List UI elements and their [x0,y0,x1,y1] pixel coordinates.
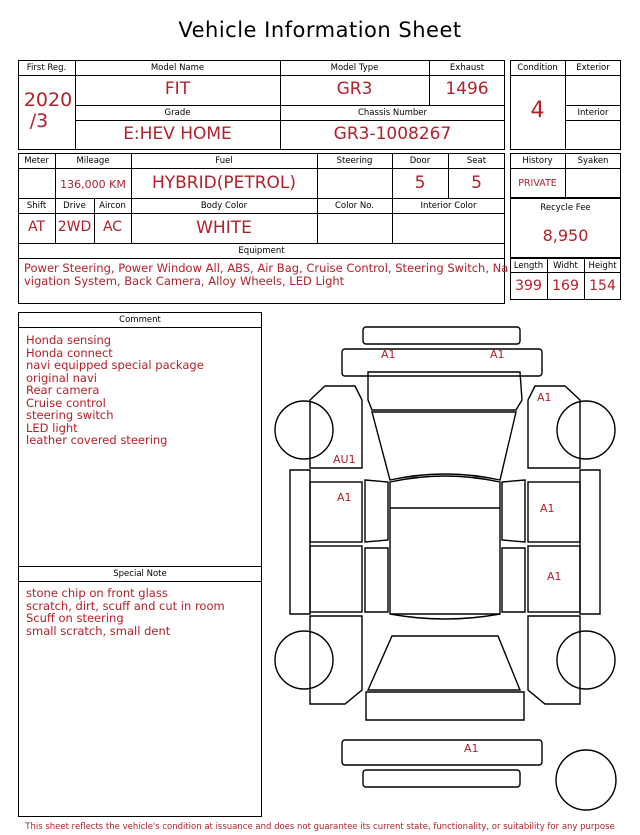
steering-label: Steering [336,156,373,166]
door-value: 5 [414,173,426,193]
length-label: Length [513,261,544,271]
fuel-value: HYBRID(PETROL) [151,173,297,193]
shift-value: AT [27,219,46,235]
width-value: 169 [552,278,579,294]
special-note-item: scratch, dirt, scuff and cut in room [26,598,225,613]
fuel-label: Fuel [215,156,233,166]
comment-item: original navi [26,370,97,385]
comment-item: Honda sensing [26,333,112,347]
length-value: 399 [515,278,542,294]
grade-value: E:HEV HOME [123,124,232,144]
damage-mark-front-right: A1 [490,348,505,361]
model-name-value: FIT [164,79,191,99]
seat-value: 5 [471,173,482,193]
comment-item: steering switch [26,408,114,422]
body-color-label: Body Color [200,201,248,211]
comment-item: LED light [26,420,78,435]
drive-value: 2WD [57,219,92,235]
left-side-window-front [365,480,388,542]
aircon-value: AC [102,219,123,235]
model-name-label: Model Name [150,63,205,73]
interior-color-label: Interior Color [420,201,477,211]
shift-label: Shift [26,201,47,211]
history-label: History [522,156,553,166]
comment-label: Comment [119,315,161,325]
height-label: Height [588,261,617,271]
wheel-rear-right [557,631,615,689]
right-side-window-front [502,480,525,542]
seat-label: Seat [466,156,487,166]
mileage-label: Mileage [76,156,110,166]
rear-bumper [342,740,542,765]
front-windshield [372,412,516,480]
damage-mark-rear-bumper: A1 [464,742,479,755]
right-rear-fender [528,616,580,704]
comment-list [26,334,204,447]
left-rocker [290,470,310,614]
color-no-label: Color No. [334,201,374,211]
exterior-label: Exterior [576,63,610,73]
damage-mark-right-front-door: A1 [540,502,555,515]
exhaust-value: 1496 [445,79,489,99]
right-side-window-rear [502,548,525,612]
model-type-label: Model Type [330,63,379,73]
special-note-item: small scratch, small dent [26,623,171,638]
damage-mark-left-front-door: A1 [337,491,352,504]
spare-wheel [556,750,616,810]
left-rear-fender [310,616,362,704]
condition-label: Condition [517,63,558,73]
interior-label: Interior [577,108,609,118]
special-note-item: stone chip on front glass [26,586,168,600]
chassis-number-value: GR3-1008267 [333,124,452,144]
special-note-list [26,587,225,637]
first-reg-year: 2020 [23,89,73,111]
first-reg-label: First Reg. [26,63,67,73]
rear-hatch [366,692,524,720]
comment-item: navi equipped special package [26,358,204,372]
grade-label: Grade [164,108,191,118]
drive-label: Drive [63,201,86,211]
damage-mark-front-left: A1 [381,348,396,361]
right-rocker [580,470,600,614]
front-bumper-top [363,327,520,344]
disclaimer-footer: This sheet reflects the vehicle's condition at issuance and does not guarantee its current state, functionality, or suitability for any purpose [25,822,615,832]
comment-item: Honda connect [26,345,113,360]
roof [390,476,500,619]
door-label: Door [409,156,431,166]
condition-value: 4 [530,98,545,123]
damage-mark-right-front-fender: A1 [537,391,552,404]
syaken-label: Syaken [577,156,609,166]
comment-item: Cruise control [26,395,106,410]
meter-label: Meter [24,156,49,166]
recycle-fee-label: Recycle Fee [540,203,591,213]
equipment-line-1: Power Steering, Power Window All, ABS, Air Bag, Cruise Control, Steering Switch, Na [24,261,509,275]
recycle-fee-value: 8,950 [542,226,589,245]
exhaust-label: Exhaust [449,63,485,73]
width-label: Widht [553,261,578,271]
chassis-number-label: Chassis Number [357,108,428,118]
comment-item: leather covered steering [26,433,168,447]
damage-mark-left-front-pillar: AU1 [333,453,356,466]
rear-windshield [368,636,520,690]
body-color-value: WHITE [196,218,252,238]
special-note-label: Special Note [113,569,167,579]
page-title: Vehicle Information Sheet [178,18,462,42]
wheel-front-right [557,401,615,459]
height-value: 154 [589,278,616,294]
special-note-item: Scuff on steering [26,611,124,625]
model-type-value: GR3 [336,79,373,99]
damage-mark-right-rear-door: A1 [547,570,562,583]
left-rear-door [310,546,362,612]
hood [368,372,522,410]
history-value: PRIVATE [518,178,557,189]
comment-item: Rear camera [26,383,100,397]
aircon-label: Aircon [99,201,126,211]
left-front-door [310,482,362,542]
left-side-window-rear [365,548,388,612]
rear-bumper-lower [363,770,520,787]
equipment-line-2: vigation System, Back Camera, Alloy Wheels, LED Light [24,274,345,288]
first-reg-month: /3 [29,110,49,132]
car-damage-diagram [270,320,630,820]
wheel-front-left [275,401,333,459]
equipment-label: Equipment [238,246,285,256]
mileage-value: 136,000 KM [60,178,126,191]
wheel-rear-left [275,631,333,689]
